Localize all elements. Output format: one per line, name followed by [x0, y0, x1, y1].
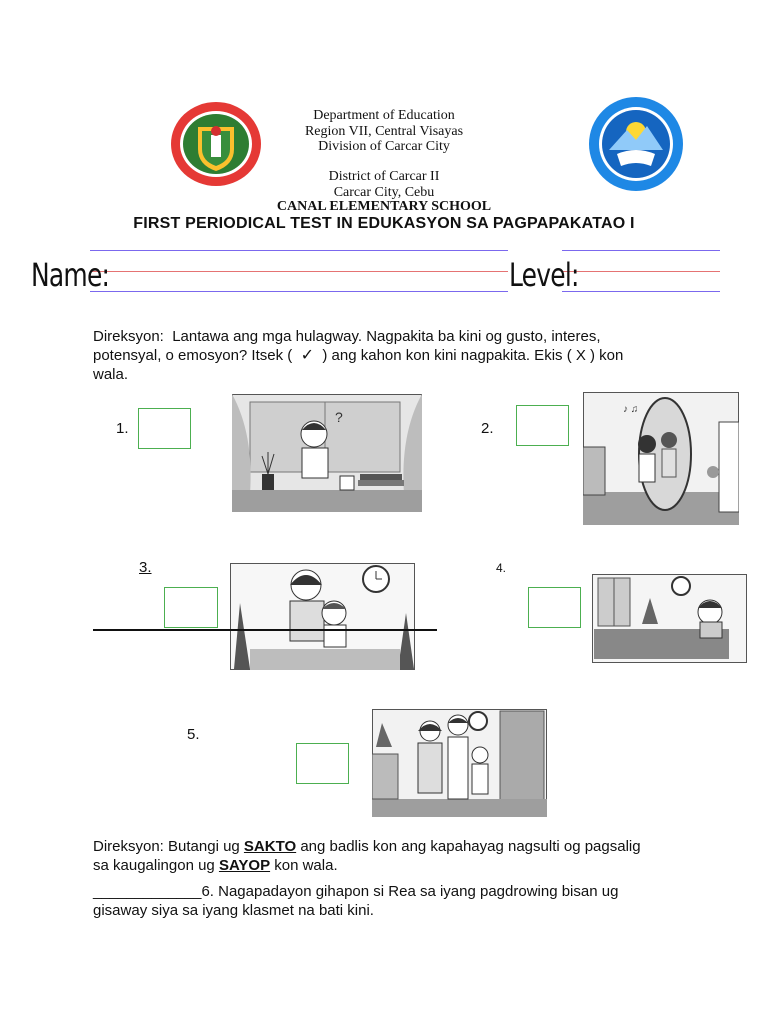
level-rule-top [562, 250, 720, 251]
name-rule-top [90, 250, 508, 251]
dir-text-2a: potensyal, o emosyon? Itsek ( [93, 347, 293, 364]
header-district: District of Carcar II [328, 169, 440, 184]
level-label: Level: [509, 256, 579, 294]
sayop-word: SAYOP [218, 857, 271, 874]
part2-dir-1b: ang badlis kon ang kapahayag nagsulti og pagsalig [296, 838, 641, 855]
item-2-number: 2. [481, 420, 494, 437]
header-region: Region VII, Central Visayas [304, 124, 464, 139]
item-5-number: 5. [187, 726, 200, 743]
dir-text-3: wala. [93, 366, 129, 383]
header-dept: Department of Education [313, 108, 455, 123]
item-4-picture [592, 574, 747, 663]
test-title: FIRST PERIODICAL TEST IN EDUKASYON SA PAGPAPAKATAO I [133, 215, 635, 232]
item-2-answer-box[interactable] [516, 405, 569, 446]
part1-directions [93, 327, 693, 384]
item-3-number: 3. [139, 559, 152, 576]
header-division: Division of Carcar City [318, 139, 450, 154]
svg-text:?: ? [335, 409, 343, 425]
item-5-picture [372, 709, 547, 817]
name-rule-bottom [90, 291, 508, 292]
level-rule-mid [562, 271, 720, 272]
check-icon: ✓ [300, 347, 315, 364]
part2-dir-2b: kon wala. [270, 857, 338, 874]
question-6 [93, 882, 713, 920]
q6-text-1: 6. Nagapadayon gihapon si Rea sa iyang pagdrowing bisan ug [201, 883, 619, 900]
part2-directions [93, 837, 713, 875]
item-3-picture [230, 563, 415, 670]
item-3-answer-box[interactable] [164, 587, 218, 628]
sakto-word: SAKTO [243, 838, 297, 855]
item-1-picture [232, 394, 422, 512]
item-1-number: 1. [116, 420, 129, 437]
dir-text-1: Lantawa ang mga hulagway. Nagpakita ba kini og gusto, interes, [172, 328, 601, 345]
q6-blank[interactable]: _____________ [93, 883, 202, 900]
header-school: CANAL ELEMENTARY SCHOOL [276, 199, 492, 214]
item-4-number: 4. [496, 561, 507, 575]
q6-text-2: gisaway siya sa iyang klasmet na bati kini. [93, 902, 374, 919]
item-4-answer-box[interactable] [528, 587, 581, 628]
item-1-answer-box[interactable] [138, 408, 191, 449]
name-label: Name: [31, 256, 110, 294]
header-city: Carcar City, Cebu [333, 185, 435, 200]
level-rule-bottom [562, 291, 720, 292]
item-3-answer-line [93, 629, 437, 631]
svg-text:♪ ♫: ♪ ♫ [623, 404, 639, 415]
part2-dir-1a: Direksyon: Butangi ug [93, 838, 244, 855]
dir-label: Direksyon: [93, 328, 164, 345]
dir-text-2b: ) ang kahon kon kini nagpakita. Ekis ( X ) kon [322, 347, 624, 364]
part2-dir-2a: sa kaugalingon ug [93, 857, 219, 874]
name-rule-mid [90, 271, 508, 272]
item-2-picture [583, 392, 739, 525]
item-5-answer-box[interactable] [296, 743, 349, 784]
